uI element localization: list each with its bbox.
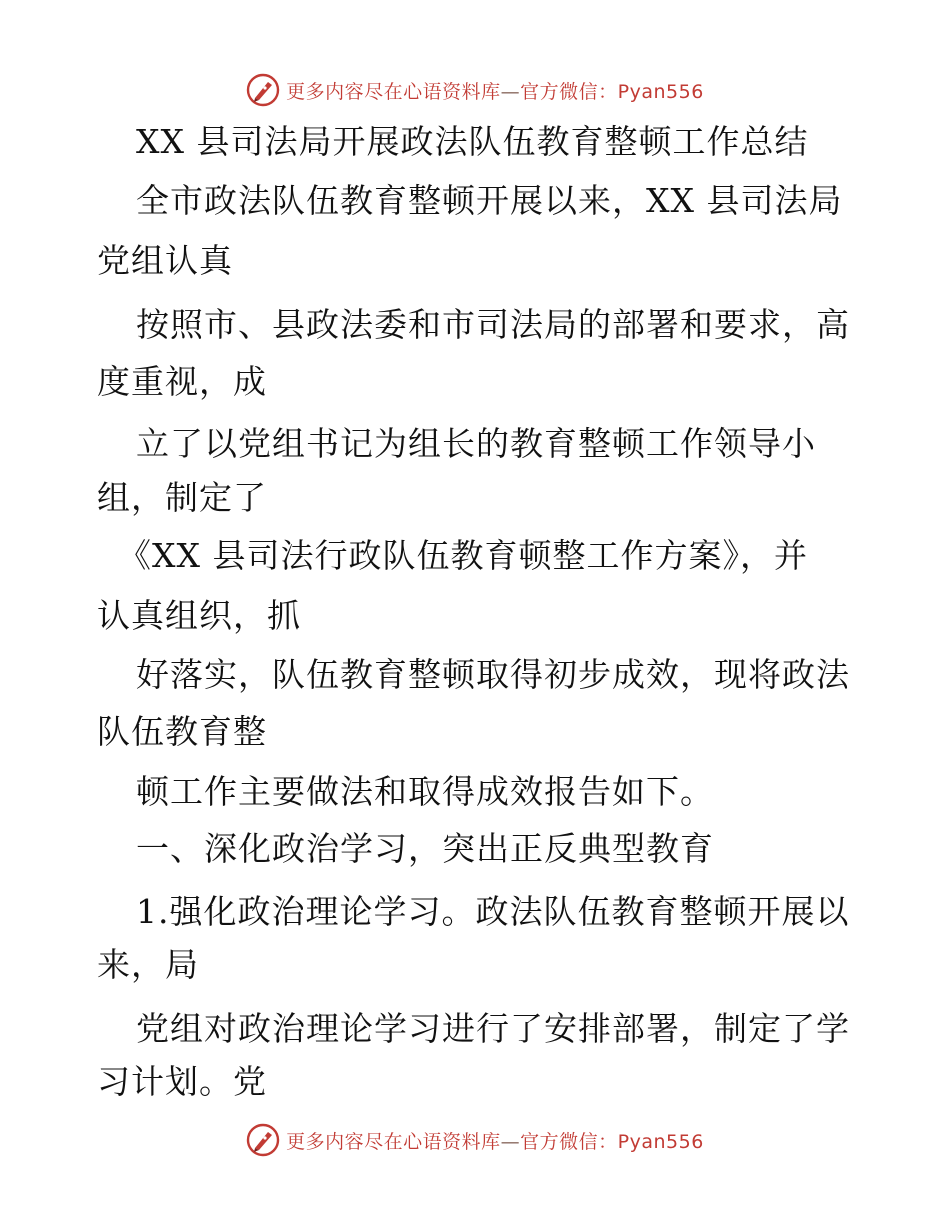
paragraph-line: 组，制定了 [97,478,267,517]
paragraph-line: 《XX 县司法行政队伍教育顿整工作方案》，并 [118,536,808,575]
paragraph-line: 好落实，队伍教育整顿取得初步成效，现将政法 [136,655,850,694]
paragraph-line: 党组认真 [97,241,233,280]
banner-text: 更多内容尽在心语资料库—官方微信：Pyan556 [286,80,704,103]
document-title: XX 县司法局开展政法队伍教育整顿工作总结 [136,122,809,161]
pen-logo-icon [246,73,280,107]
paragraph-line: 按照市、县政法委和市司法局的部署和要求，高 [136,305,850,344]
header-banner [0,70,950,110]
section-heading: 一、深化政治学习，突出正反典型教育 [136,829,714,868]
paragraph-line: 度重视，成 [97,362,267,401]
banner-text: 更多内容尽在心语资料库—官方微信：Pyan556 [286,1130,704,1153]
paragraph-line: 顿工作主要做法和取得成效报告如下。 [136,772,714,811]
footer-banner [0,1120,950,1160]
paragraph-line: 全市政法队伍教育整顿开展以来，XX 县司法局 [136,181,843,220]
paragraph-line: 1.强化政治理论学习。政法队伍教育整顿开展以 [136,892,850,931]
paragraph-line: 认真组织，抓 [97,596,301,635]
paragraph-line: 来，局 [97,945,199,984]
pen-logo-icon [246,1123,280,1157]
paragraph-line: 立了以党组书记为组长的教育整顿工作领导小 [136,424,816,463]
paragraph-line: 习计划。党 [97,1062,267,1101]
paragraph-line: 队伍教育整 [97,712,267,751]
paragraph-line: 党组对政治理论学习进行了安排部署，制定了学 [136,1009,850,1048]
